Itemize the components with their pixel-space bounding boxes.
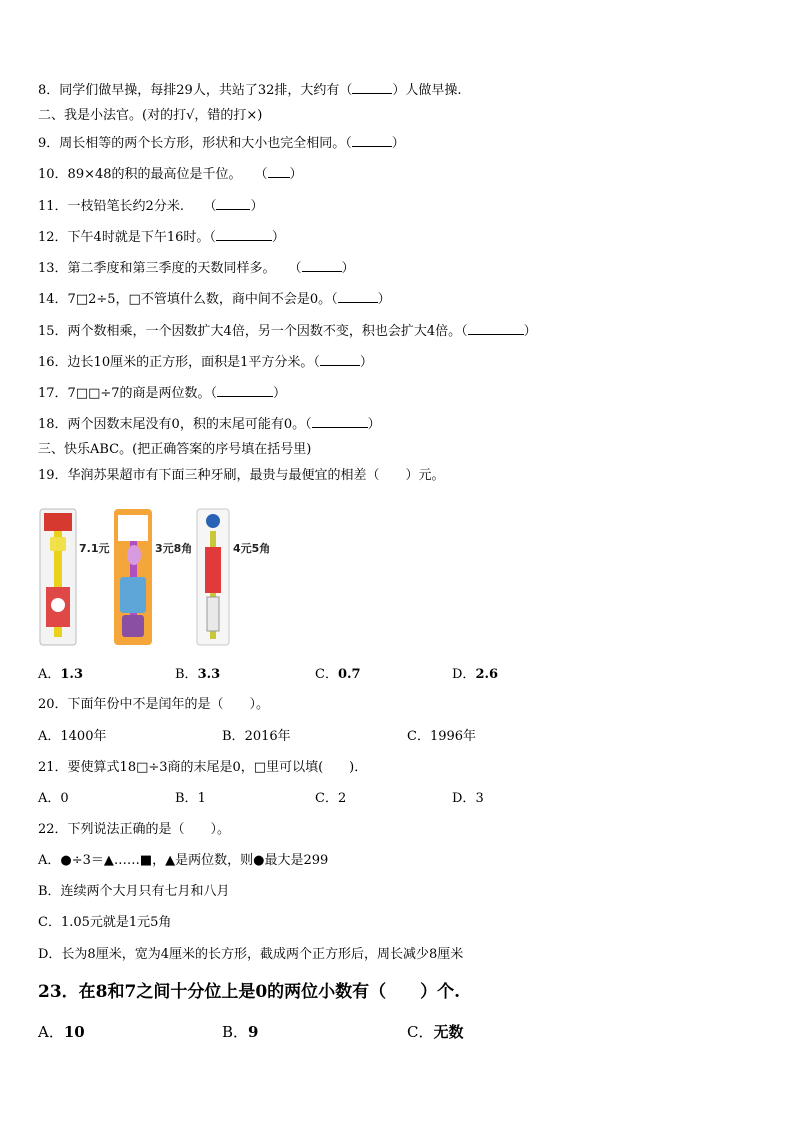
answer-blank[interactable] <box>268 165 290 178</box>
toothbrush-image-1 <box>38 507 78 651</box>
option-q19-b[interactable]: B．3.3 <box>175 667 221 682</box>
question-15: 15．两个数相乘，一个因数扩大4倍，另一个因数不变，积也会扩大4倍。（ ） <box>38 324 537 339</box>
question-17: 17．7□□÷7的商是两位数。（ ） <box>38 386 287 401</box>
question-13: 13．第二季度和第三季度的天数同样多。 （ ） <box>38 261 355 276</box>
answer-blank[interactable] <box>468 322 524 335</box>
option-q21-d[interactable]: D．3 <box>452 791 484 806</box>
option-q20-c[interactable]: C．1996年 <box>407 729 477 744</box>
option-q22-b[interactable]: B．连续两个大月只有七月和八月 <box>38 884 230 899</box>
option-q22-a[interactable]: A．●÷3＝▲……■，▲是两位数，则●最大是299 <box>38 853 329 868</box>
question-20: 20．下面年份中不是闰年的是（ ）。 <box>38 697 270 712</box>
answer-blank[interactable] <box>338 290 378 303</box>
price-label-1: 7.1元 <box>79 542 110 555</box>
answer-blank[interactable] <box>216 228 272 241</box>
answer-blank[interactable] <box>217 384 273 397</box>
option-q19-d[interactable]: D．2.6 <box>452 667 499 682</box>
option-q20-a[interactable]: A．1400年 <box>38 729 107 744</box>
option-q22-d[interactable]: D．长为8厘米，宽为4厘米的长方形，截成两个正方形后，周长减少8厘米 <box>38 947 464 962</box>
answer-blank[interactable] <box>216 197 250 210</box>
option-q19-c[interactable]: C．0.7 <box>315 667 361 682</box>
question-11: 11．一枝铅笔长约2分米. （ ） <box>38 199 264 214</box>
answer-blank[interactable] <box>352 134 392 147</box>
question-23: 23．在8和7之间十分位上是0的两位小数有（ ）个. <box>38 982 461 1002</box>
option-q23-b[interactable]: B．9 <box>222 1023 259 1041</box>
question-19: 19．华润苏果超市有下面三种牙刷，最贵与最便宜的相差（ ）元。 <box>38 468 445 483</box>
question-12: 12．下午4时就是下午16时。（ ） <box>38 230 285 245</box>
question-10: 10．89×48的积的最高位是千位。 （ ） <box>38 167 303 182</box>
question-22: 22．下列说法正确的是（ ）。 <box>38 822 231 837</box>
question-9: 9．周长相等的两个长方形，形状和大小也完全相同。（ ） <box>38 136 405 151</box>
question-18: 18．两个因数末尾没有0，积的末尾可能有0。（ ） <box>38 417 381 432</box>
question-21: 21．要使算式18□÷3商的末尾是0，□里可以填( )． <box>38 760 368 775</box>
price-label-2: 3元8角 <box>155 542 193 555</box>
answer-blank[interactable] <box>302 259 342 272</box>
option-q21-b[interactable]: B．1 <box>175 791 206 806</box>
question-16: 16．边长10厘米的正方形，面积是1平方分米。（ ） <box>38 355 373 370</box>
section-heading-judge: 二、我是小法官。(对的打√，错的打×) <box>38 108 263 123</box>
question-8: 8．同学们做早操，每排29人，共站了32排，大约有（ ）人做早操. <box>38 83 462 98</box>
question-14: 14．7□2÷5，□不管填什么数，商中间不会是0。（ ） <box>38 292 391 307</box>
answer-blank[interactable] <box>312 415 368 428</box>
option-q23-c[interactable]: C．无数 <box>407 1023 464 1041</box>
toothbrush-image-2 <box>112 507 154 651</box>
answer-blank[interactable] <box>320 353 360 366</box>
option-q19-a[interactable]: A．1.3 <box>38 667 84 682</box>
option-q22-c[interactable]: C．1.05元就是1元5角 <box>38 915 172 930</box>
section-heading-abc: 三、快乐ABC。(把正确答案的序号填在括号里) <box>38 442 312 457</box>
price-label-3: 4元5角 <box>233 542 271 555</box>
option-q21-c[interactable]: C．2 <box>315 791 347 806</box>
toothbrush-image-3 <box>195 507 231 651</box>
option-q23-a[interactable]: A．10 <box>38 1023 85 1041</box>
option-q20-b[interactable]: B．2016年 <box>222 729 291 744</box>
option-q21-a[interactable]: A．0 <box>38 791 69 806</box>
answer-blank[interactable] <box>352 81 392 94</box>
